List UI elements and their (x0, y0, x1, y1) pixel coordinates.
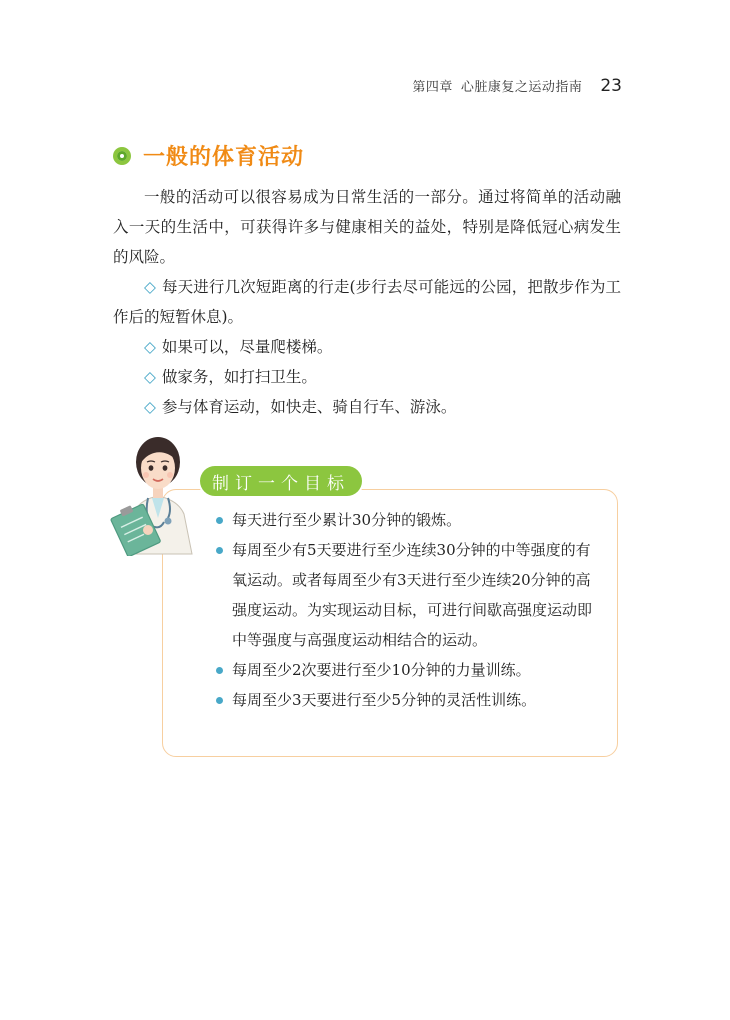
page-number: 23 (600, 76, 622, 96)
activity-item (113, 392, 621, 422)
blue-dot-icon (216, 517, 223, 524)
goal-item (216, 685, 596, 715)
activity-text: 如果可以，尽量爬楼梯。 (161, 338, 333, 356)
activity-text: 做家务，如打扫卫生。 (161, 368, 317, 386)
section-title: 一般的体育活动 (143, 145, 305, 170)
body-text (113, 182, 621, 422)
chapter-title (412, 76, 582, 95)
blue-dot-icon (216, 697, 223, 704)
diamond-outline-icon: ◇ (144, 398, 156, 416)
chapter-number: 第四章 (412, 80, 453, 95)
goal-text: 每周至少有5天要进行至少连续30分钟的中等强度的有氧运动。或者每周至少有3天进行至少连续20分钟的高强度运动。为实现运动目标，可进行间歇高强度运动即中等强度与高强度运动相结合的运动。 (232, 541, 593, 649)
blue-dot-icon (216, 547, 223, 554)
diamond-outline-icon: ◇ (144, 338, 156, 356)
doctor-illustration (108, 426, 208, 556)
goal-item (216, 535, 596, 655)
intro-paragraph: 一般的活动可以很容易成为日常生活的一部分。通过将简单的活动融入一天的生活中，可获得许多与健康相关的益处，特别是降低冠心病发生的风险。 (113, 188, 621, 266)
goal-text: 每天进行至少累计30分钟的锻炼。 (232, 511, 462, 529)
chapter-name: 心脏康复之运动指南 (460, 80, 583, 95)
activity-text: 参与体育运动，如快走、骑自行车、游泳。 (161, 398, 457, 416)
goal-item (216, 655, 596, 685)
goal-label: 制订一个目标 (200, 466, 362, 496)
section-heading (113, 140, 304, 171)
green-ring-bullet-icon (113, 147, 131, 165)
goal-item (216, 505, 596, 535)
diamond-outline-icon: ◇ (144, 278, 157, 296)
goal-text: 每周至少3天要进行至少5分钟的灵活性训练。 (232, 691, 537, 709)
running-header (412, 76, 622, 96)
goal-list (216, 505, 596, 715)
activity-item (113, 272, 621, 332)
activity-item (113, 332, 621, 362)
activity-text: 每天进行几次短距离的行走(步行去尽可能远的公园，把散步作为工作后的短暂休息)。 (113, 278, 621, 326)
activity-item (113, 362, 621, 392)
goal-text: 每周至少2次要进行至少10分钟的力量训练。 (232, 661, 531, 679)
blue-dot-icon (216, 667, 223, 674)
diamond-outline-icon: ◇ (144, 368, 156, 386)
